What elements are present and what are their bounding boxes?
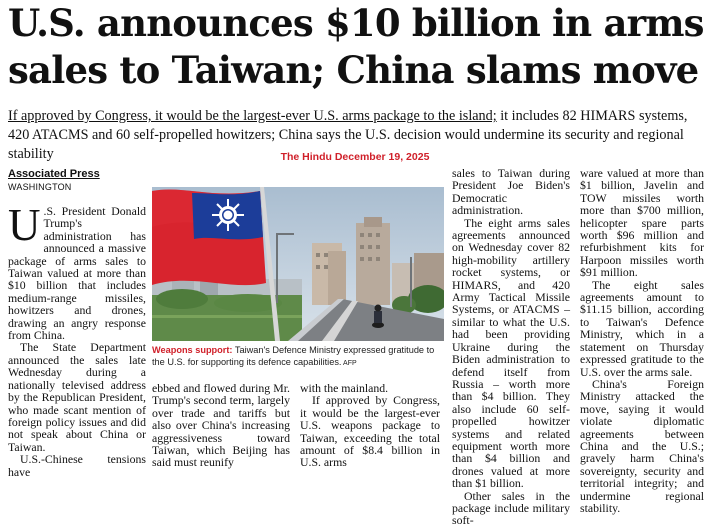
article-column-1 <box>8 200 146 479</box>
source-line: The Hindu December 19, 2025 <box>280 151 430 163</box>
paragraph: The eight sales agreements amount to $11.15 billion, according to Taiwan's Defence Ministry, which in a statement on Thursday expressed gratitude to the U.S. over the arms sale. <box>580 277 704 379</box>
paragraph: China's Foreign Ministry attacked the move, saying it would violate diplomatic agreements between China and the U.S.; gravely harm China's sovereignty, security and territorial integrity; and undermine regional stability. <box>580 376 704 515</box>
paragraph: U.S.-Chinese tensions have <box>8 452 146 479</box>
paragraph: ebbed and flowed during Mr. Trump's second term, largely over trade and tariffs but also over China's increasing aggressiveness toward Taiwan, which Beijing has said must reunify <box>152 381 290 470</box>
paragraph: The eight arms sales agreements announced on Wednesday cover 82 high-mobility artillery rocket systems, or HIMARS, and 420 Army Tactical Missile Systems, or ATACMS – similar to what the U.S. had been providing Ukraine during the Biden administration to defend itself from Russia – worth more than $4 billion. They also include 60 self-propelled howitzer systems and related equipment worth more than $4 billion and drones valued at more than $1 billion. <box>452 215 570 491</box>
headline <box>8 0 708 94</box>
byline: Associated Press <box>8 168 100 180</box>
news-photo <box>152 187 444 341</box>
subheadline-underlined: If approved by Congress, it would be the largest-ever U.S. arms package to the island; <box>8 108 497 124</box>
headline-line-1: U.S. announces $10 billion in arms <box>8 1 704 45</box>
paragraph: ware valued at more than $1 billion, Javelin and TOW missiles worth more than $700 million, helicopter spare parts worth $96 million and refurbishment kits for Harpoon missiles worth $91 million. <box>580 166 704 280</box>
caption-text: Taiwan's Defence Ministry expressed gratitude to the U.S. for supporting its defence capabilities. <box>152 345 435 367</box>
article-column-3 <box>300 382 440 469</box>
paragraph: .S. President Donald Trump's administration has announced a massive package of arms sales to Taiwan valued at more than $10 billion that includes medium-range missiles, howitzers and drones, drawing an angry response from China. <box>8 204 146 343</box>
subheadline-rest: it includes 82 HIMARS systems, 420 ATACMS and 60 self-propelled howitzers; China says the U.S. decision would undermine its security and regional stability <box>8 108 688 162</box>
dateline: WASHINGTON <box>8 182 72 192</box>
article-column-2 <box>152 382 290 469</box>
article-column-5 <box>580 167 704 514</box>
caption-lead: Weapons support: <box>152 345 233 355</box>
photo-caption <box>152 345 444 369</box>
caption-credit: AFP <box>341 359 357 367</box>
photo-taiwan-flag-street <box>152 187 444 341</box>
headline-line-2: sales to Taiwan; China slams move <box>8 48 699 92</box>
paragraph: with the mainland. <box>300 381 389 395</box>
article-column-4 <box>452 167 570 527</box>
paragraph: If approved by Congress, it would be the largest-ever U.S. weapons package to Taiwan, exceeding the total amount of $8.4 billion in U.S. arms <box>300 393 440 470</box>
dropcap: U <box>8 200 41 250</box>
paragraph: sales to Taiwan during President Joe Biden's Democratic administration. <box>452 166 570 218</box>
paragraph: Other sales in the package include military soft- <box>452 488 570 527</box>
paragraph: The State Department announced the sales late Wednesday during a nationally televised address by the Republican President, who made scant mention of foreign policy issues and did not speak about China or Taiwan. <box>8 340 146 454</box>
